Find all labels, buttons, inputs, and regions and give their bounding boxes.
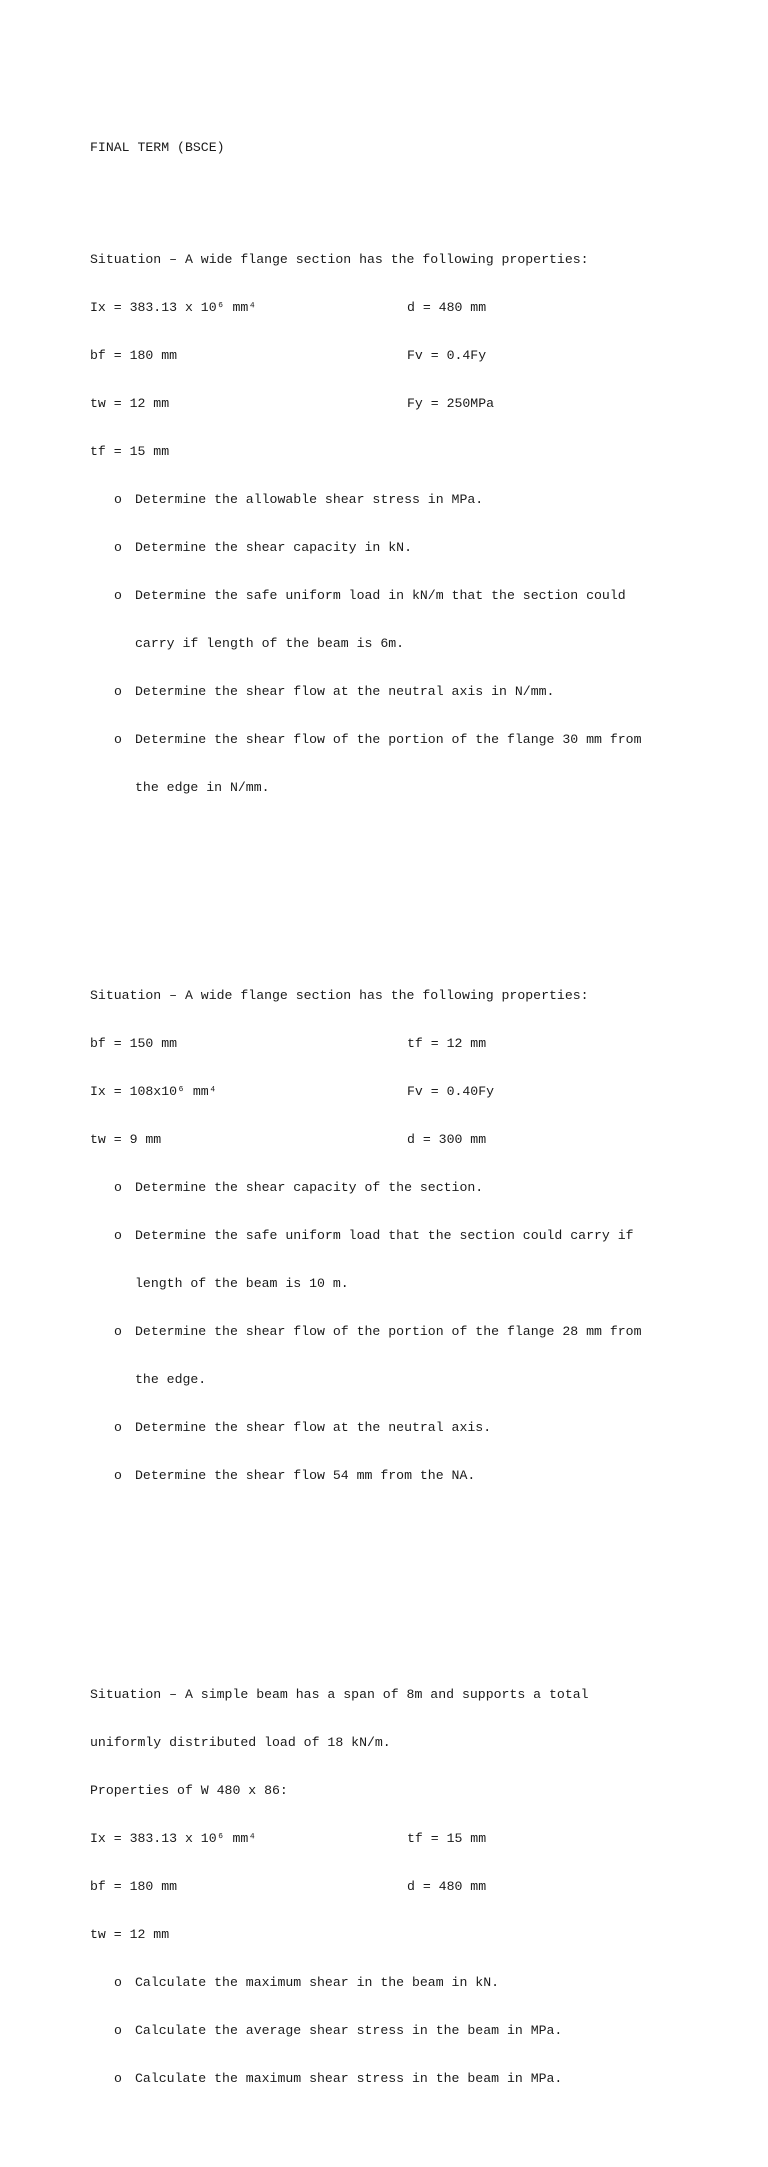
property-right: tf = 15 mm [407, 1831, 487, 1846]
situation-3-intro: Situation – A simple beam has a span of 8m and supports a total [90, 1687, 589, 1702]
bullet-icon: o [114, 1180, 122, 1195]
property-row [90, 396, 690, 412]
question-item [90, 1420, 690, 1436]
bullet-icon: o [114, 1228, 122, 1243]
question-text: Determine the shear flow of the portion of the flange 28 mm from [135, 1324, 642, 1339]
question-item [90, 1975, 690, 1991]
property-right: d = 480 mm [407, 300, 487, 315]
bullet-icon: o [114, 492, 122, 507]
question-item [90, 2071, 690, 2087]
question-item [90, 540, 690, 556]
property-left: bf = 150 mm [90, 1036, 178, 1051]
question-item [90, 732, 690, 748]
property-left: Ix = 383.13 x 10⁶ mm⁴ [90, 300, 257, 315]
question-text: Determine the safe uniform load that the section could carry if [135, 1228, 634, 1243]
bullet-icon: o [114, 2071, 122, 2086]
question-text: Determine the shear flow 54 mm from the NA. [135, 1468, 476, 1483]
question-continuation: carry if length of the beam is 6m. [135, 636, 405, 651]
property-right: d = 480 mm [407, 1879, 487, 1894]
question-text: Calculate the maximum shear in the beam in kN. [135, 1975, 500, 1990]
document-title: FINAL TERM (BSCE) [90, 140, 225, 155]
property-row [90, 1036, 690, 1052]
bullet-icon: o [114, 1324, 122, 1339]
question-item [90, 1468, 690, 1484]
property-right: tf = 12 mm [407, 1036, 487, 1051]
bullet-icon: o [114, 732, 122, 747]
property-left: tf = 15 mm [90, 444, 170, 459]
property-right: d = 300 mm [407, 1132, 487, 1147]
bullet-icon: o [114, 588, 122, 603]
question-text: Determine the shear flow at the neutral axis in N/mm. [135, 684, 555, 699]
property-left: bf = 180 mm [90, 1879, 178, 1894]
situation-1-intro: Situation – A wide flange section has the following properties: [90, 252, 589, 267]
question-text: Determine the shear flow at the neutral axis. [135, 1420, 492, 1435]
property-left: tw = 9 mm [90, 1132, 162, 1147]
spacer [90, 1564, 690, 1591]
question-item [90, 684, 690, 700]
bullet-icon: o [114, 684, 122, 699]
question-text: Determine the shear flow of the portion of the flange 30 mm from [135, 732, 642, 747]
question-item [90, 1324, 690, 1340]
question-text: Determine the allowable shear stress in MPa. [135, 492, 484, 507]
situation-3 [90, 1655, 690, 2119]
spacer [90, 876, 690, 892]
question-item [90, 492, 690, 508]
property-row [90, 1084, 690, 1100]
property-left: bf = 180 mm [90, 348, 178, 363]
property-left: tw = 12 mm [90, 396, 170, 411]
property-row [90, 1831, 690, 1847]
question-text: Determine the shear capacity of the section. [135, 1180, 484, 1195]
question-continuation: the edge. [135, 1372, 207, 1387]
question-continuation: the edge in N/mm. [135, 780, 270, 795]
property-right: Fv = 0.4Fy [407, 348, 487, 363]
situation-2 [90, 956, 690, 1516]
property-row [90, 1927, 690, 1943]
question-item [90, 1228, 690, 1244]
question-item [90, 2023, 690, 2039]
property-row [90, 444, 690, 460]
property-left: Ix = 383.13 x 10⁶ mm⁴ [90, 1831, 257, 1846]
question-item [90, 588, 690, 604]
question-continuation: length of the beam is 10 m. [135, 1276, 349, 1291]
property-right: Fy = 250MPa [407, 396, 495, 411]
properties-title: Properties of W 480 x 86: [90, 1783, 288, 1798]
question-text: Determine the safe uniform load in kN/m that the section could [135, 588, 626, 603]
property-row [90, 300, 690, 316]
bullet-icon: o [114, 1420, 122, 1435]
bullet-icon: o [114, 1975, 122, 1990]
property-row [90, 1879, 690, 1895]
situation-2-intro: Situation – A wide flange section has the following properties: [90, 988, 589, 1003]
property-row [90, 1132, 690, 1148]
question-text: Calculate the maximum shear stress in the beam in MPa. [135, 2071, 563, 2086]
property-left: tw = 12 mm [90, 1927, 170, 1942]
property-right: Fv = 0.40Fy [407, 1084, 495, 1099]
question-text: Determine the shear capacity in kN. [135, 540, 412, 555]
property-row [90, 348, 690, 364]
question-text: Calculate the average shear stress in the beam in MPa. [135, 2023, 563, 2038]
situation-3-intro-cont: uniformly distributed load of 18 kN/m. [90, 1735, 391, 1750]
situation-1 [90, 220, 690, 828]
document-body [90, 92, 690, 2167]
bullet-icon: o [114, 1468, 122, 1483]
bullet-icon: o [114, 540, 122, 555]
bullet-icon: o [114, 2023, 122, 2038]
question-item [90, 1180, 690, 1196]
property-left: Ix = 108x10⁶ mm⁴ [90, 1084, 217, 1099]
